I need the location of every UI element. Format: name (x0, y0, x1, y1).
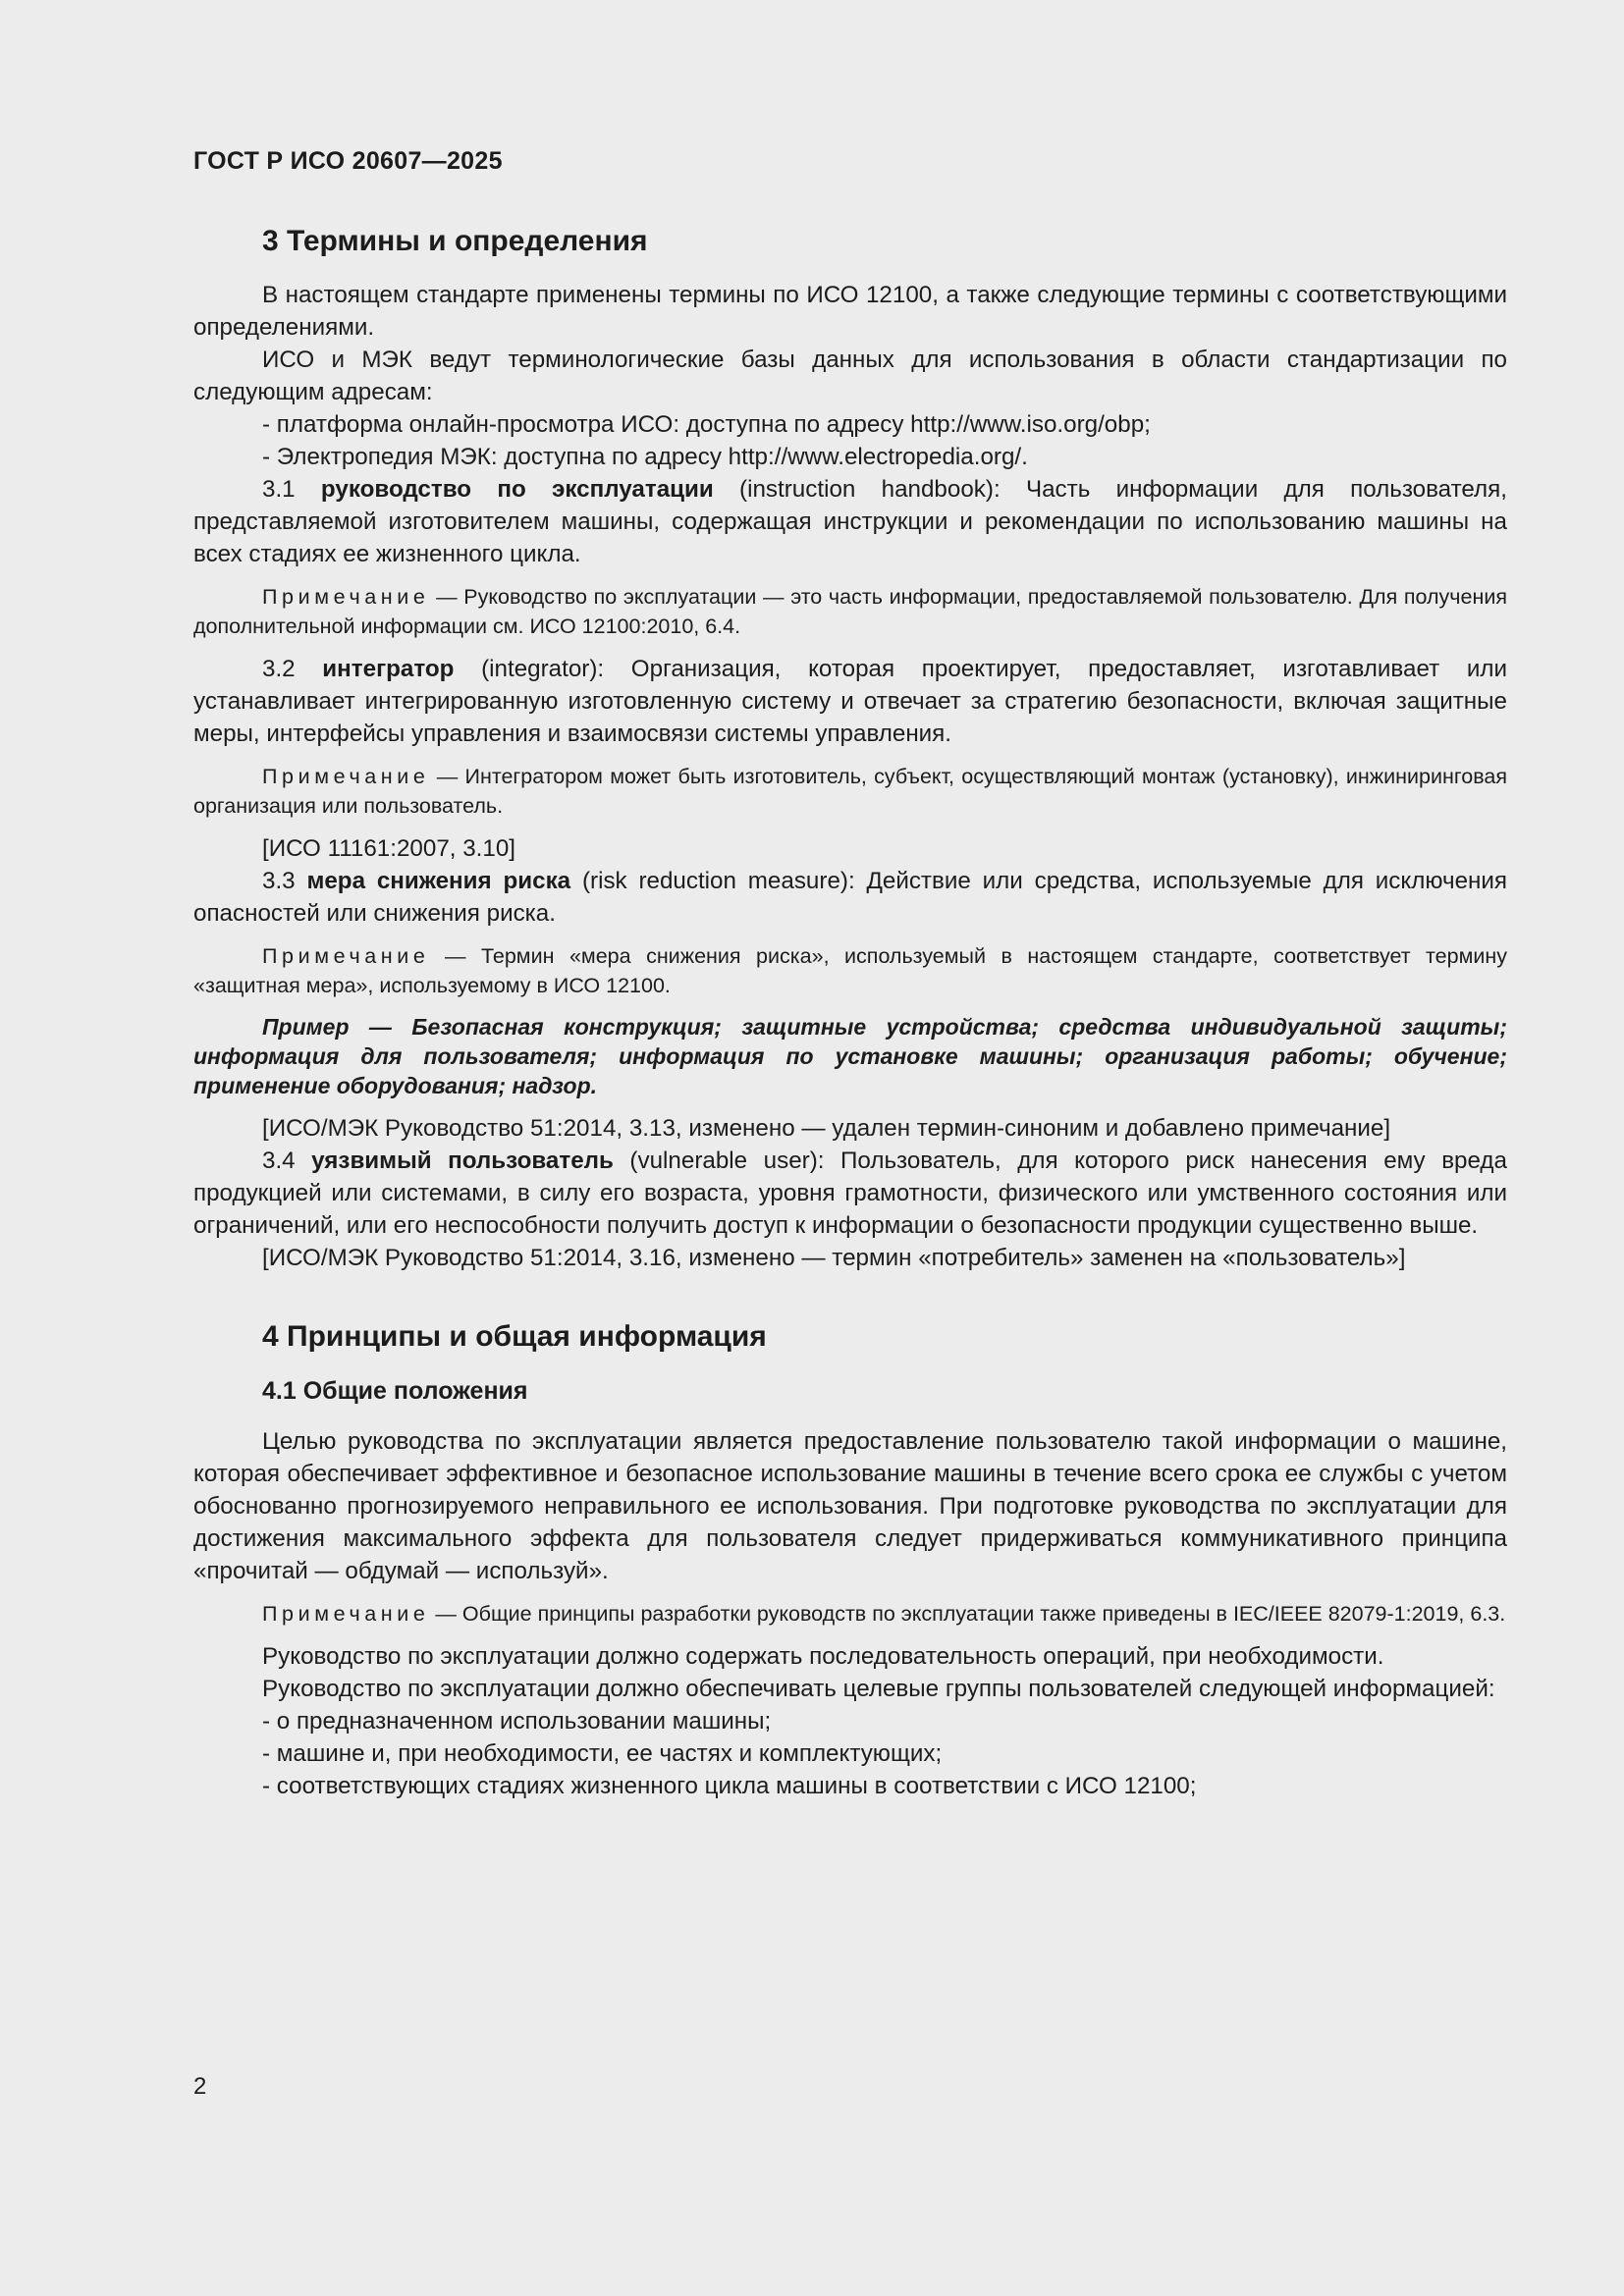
list-item: - о предназначенном использовании машины; (262, 1708, 772, 1735)
section-4-1-paragraph: Руководство по эксплуатации должно содержать последовательность операций, при необходимости. (262, 1643, 1384, 1670)
note-4-1 (193, 1599, 1507, 1629)
term-definition: (risk reduction measure): Действие или средства, используемые для исключения опасностей или снижения риска. (193, 868, 1507, 927)
list-item: - платформа онлайн-просмотра ИСО: доступна по адресу http://www.iso.org/obp; (262, 411, 1151, 438)
term-3-1 (193, 473, 1507, 570)
note-3-3 (193, 941, 1507, 1000)
section-3-intro: В настоящем стандарте применены термины по ИСО 12100, а также следующие термины с соответствующими определениями. (193, 282, 1507, 341)
section-4-1-paragraph: Руководство по эксплуатации должно обеспечивать целевые группы пользователей следующей информацией: (262, 1676, 1495, 1702)
page-number: 2 (193, 2073, 207, 2100)
note-3-1 (193, 582, 1507, 641)
document-code: ГОСТ Р ИСО 20607—2025 (193, 147, 503, 175)
note-text: — Руководство по эксплуатации — это часть информации, предоставляемой пользователю. Для получения дополнительной информации см. ИСО 12100:2010, 6.4. (193, 585, 1507, 638)
section-4-title: 4 Принципы и общая информация (262, 1320, 767, 1353)
term-3-4 (193, 1145, 1507, 1242)
terminology-databases: ИСО и МЭК ведут терминологические базы данных для использования в области стандартизации по следующим адресам: (193, 347, 1507, 405)
note-text: — Интегратором может быть изготовитель, субъект, осуществляющий монтаж (установку), инжиниринговая организация или пользователь. (193, 765, 1507, 818)
term-number: 3.3 (262, 868, 307, 894)
term-name: руководство по эксплуатации (320, 476, 714, 503)
term-3-2 (193, 653, 1507, 750)
page-content (193, 222, 1507, 1802)
term-number: 3.1 (262, 476, 321, 503)
term-name: интегратор (322, 656, 455, 682)
note-text: — Термин «мера снижения риска», используемый в настоящем стандарте, соответствует термину «защитная мера», используемому в ИСО 12100. (193, 944, 1507, 997)
note-label: Примечание (262, 944, 430, 968)
term-name: уязвимый пользователь (311, 1148, 614, 1174)
term-definition: (instruction handbook): Часть информации для пользователя, представляемой изготовителем машины, содержащая инструкции и рекомендации по использованию машины на всех стадиях ее жизненного цикла. (193, 476, 1507, 567)
term-definition: (integrator): Организация, которая проектирует, предоставляет, изготавливает или устанавливает интегрированную изготовленную систему и отвечает за стратегию безопасности, включая защитные меры, интерфейсы управления и взаимосвязи системы управления. (193, 656, 1507, 747)
source-reference: [ИСО/МЭК Руководство 51:2014, 3.16, изменено — термин «потребитель» заменен на «пользователь»] (262, 1245, 1406, 1271)
subsection-4-1-title: 4.1 Общие положения (262, 1377, 528, 1405)
term-name: мера снижения риска (306, 868, 571, 894)
note-3-2 (193, 762, 1507, 821)
section-4-1-paragraph: Целью руководства по эксплуатации является предоставление пользователю такой информации о машине, которая обеспечивает эффективное и безопасное использование машины в течение всего срока ее службы с учетом обоснованно прогнозируемого неправильного ее использования. При подготовке руководства по эксплуатации для достижения максимального эффекта для пользователя следует придерживаться коммуникативного принципа «прочитай — обдумай — используй». (193, 1428, 1507, 1584)
term-3-3 (193, 865, 1507, 930)
list-item: - Электропедия МЭК: доступна по адресу http://www.electropedia.org/. (262, 444, 1028, 470)
term-number: 3.4 (262, 1148, 312, 1174)
section-3-title: 3 Термины и определения (262, 225, 648, 257)
source-reference: [ИСО/МЭК Руководство 51:2014, 3.13, изменено — удален термин-синоним и добавлено примечание] (262, 1115, 1391, 1142)
term-number: 3.2 (262, 656, 323, 682)
example-3-3: Пример — Безопасная конструкция; защитные устройства; средства индивидуальной защиты; информация для пользователя; информация по установке машины; организация работы; обучение; применение оборудования; надзор. (193, 1014, 1507, 1098)
note-label: Примечание (262, 1602, 430, 1626)
note-label: Примечание (262, 765, 430, 788)
term-definition: (vulnerable user): Пользователь, для которого риск нанесения ему вреда продукцией или системами, в силу его возраста, уровня грамотности, физического или умственного состояния или ограничений, или его неспособности получить доступ к информации о безопасности продукции существенно выше. (193, 1148, 1507, 1239)
note-label: Примечание (262, 585, 430, 609)
list-item: - машине и, при необходимости, ее частях и комплектующих; (262, 1740, 943, 1767)
source-reference: [ИСО 11161:2007, 3.10] (262, 835, 516, 862)
list-item: - соответствующих стадиях жизненного цикла машины в соответствии с ИСО 12100; (262, 1773, 1197, 1799)
note-text: — Общие принципы разработки руководств по эксплуатации также приведены в IEC/IEEE 82079-1:2019, 6.3. (429, 1602, 1506, 1626)
